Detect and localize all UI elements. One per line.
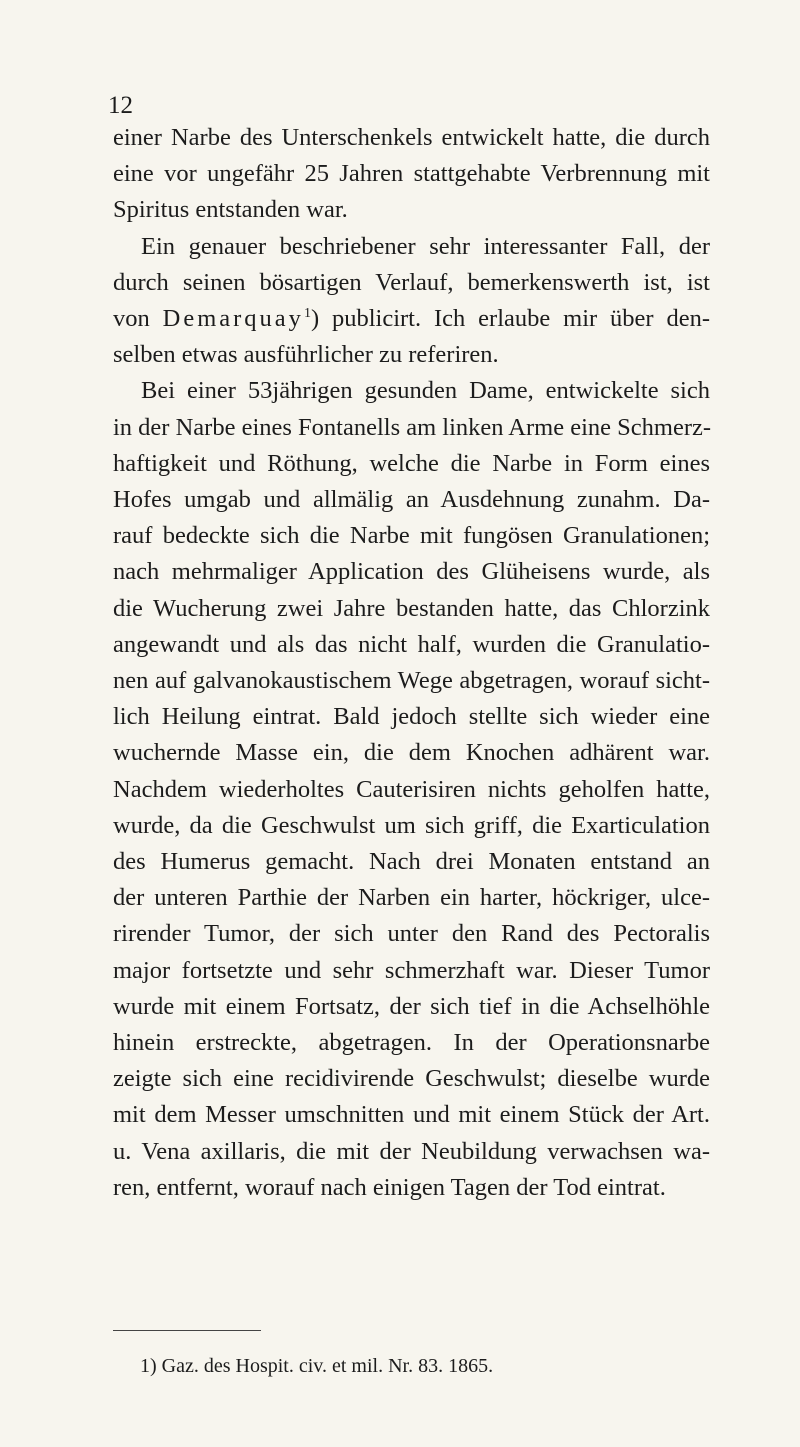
author-name: Demarquay [162, 305, 304, 333]
text-line: Bei einer 53jährigen gesunden Dame, entwickelte sich [141, 377, 710, 405]
text-line: rauf bedeckte sich die Narbe mit fungösen Granulationen; [113, 522, 710, 550]
page-number: 12 [108, 92, 133, 119]
text-line: wuchernde Masse ein, die dem Knochen adhärent war. [113, 739, 710, 767]
text-line: rirender Tumor, der sich unter den Rand des Pectoralis [113, 920, 710, 948]
footnote-marker: 1 [303, 306, 311, 322]
text-fragment: ) publicirt. Ich erlaube mir über den- [310, 305, 710, 333]
paragraph-1 [113, 120, 710, 229]
text-line: durch seinen bösartigen Verlauf, bemerkenswerth ist, ist [113, 268, 710, 296]
text-line: mit dem Messer umschnitten und mit einem Stück der Art. [113, 1101, 710, 1129]
text-line: u. Vena axillaris, die mit der Neubildung verwachsen wa- [113, 1137, 710, 1165]
text-line: Nachdem wiederholtes Cauterisiren nichts geholfen hatte, [113, 775, 710, 803]
text-line: eine vor ungefähr 25 Jahren stattgehabte Verbrennung mit [113, 160, 710, 188]
paragraph-3 [113, 373, 710, 1206]
text-line: wurde mit einem Fortsatz, der sich tief in die Achselhöhle [113, 992, 710, 1020]
text-line: hinein erstreckte, abgetragen. In der Operationsnarbe [113, 1029, 710, 1057]
text-line: Spiritus entstanden war. [113, 196, 348, 224]
text-line: Ein genauer beschriebener sehr interessanter Fall, der [141, 232, 710, 260]
text-line: angewandt und als das nicht half, wurden die Granulatio- [113, 630, 710, 658]
text-line: major fortsetzte und sehr schmerzhaft war. Dieser Tumor [113, 956, 710, 984]
footnote: 1) Gaz. des Hospit. civ. et mil. Nr. 83. 1865. [140, 1355, 494, 1377]
text-fragment: von [113, 305, 163, 333]
text-line: haftigkeit und Röthung, welche die Narbe in Form eines [113, 449, 710, 477]
text-line: ren, entfernt, worauf nach einigen Tagen der Tod eintrat. [113, 1173, 666, 1201]
paragraph-2 [113, 229, 710, 374]
text-line-with-footnote-ref [113, 301, 710, 337]
body-text [113, 120, 710, 1206]
text-line: nach mehrmaliger Application des Glüheisens wurde, als [113, 558, 710, 586]
text-line: die Wucherung zwei Jahre bestanden hatte, das Chlorzink [113, 594, 710, 622]
text-line: der unteren Parthie der Narben ein harter, höckriger, ulce- [113, 884, 710, 912]
text-line: nen auf galvanokaustischem Wege abgetragen, worauf sicht- [113, 667, 710, 695]
text-line: in der Narbe eines Fontanells am linken Arme eine Schmerz- [113, 413, 712, 441]
text-line: wurde, da die Geschwulst um sich griff, die Exarticulation [113, 811, 710, 839]
text-line: Hofes umgab und allmälig an Ausdehnung zunahm. Da- [113, 486, 710, 514]
footnote-divider [113, 1330, 261, 1331]
text-line: des Humerus gemacht. Nach drei Monaten entstand an [113, 848, 710, 876]
text-line: selben etwas ausführlicher zu referiren. [113, 341, 499, 369]
text-line: lich Heilung eintrat. Bald jedoch stellte sich wieder eine [113, 703, 710, 731]
text-line: zeigte sich eine recidivirende Geschwulst; dieselbe wurde [113, 1065, 710, 1093]
text-line: einer Narbe des Unterschenkels entwickelt hatte, die durch [113, 124, 710, 151]
